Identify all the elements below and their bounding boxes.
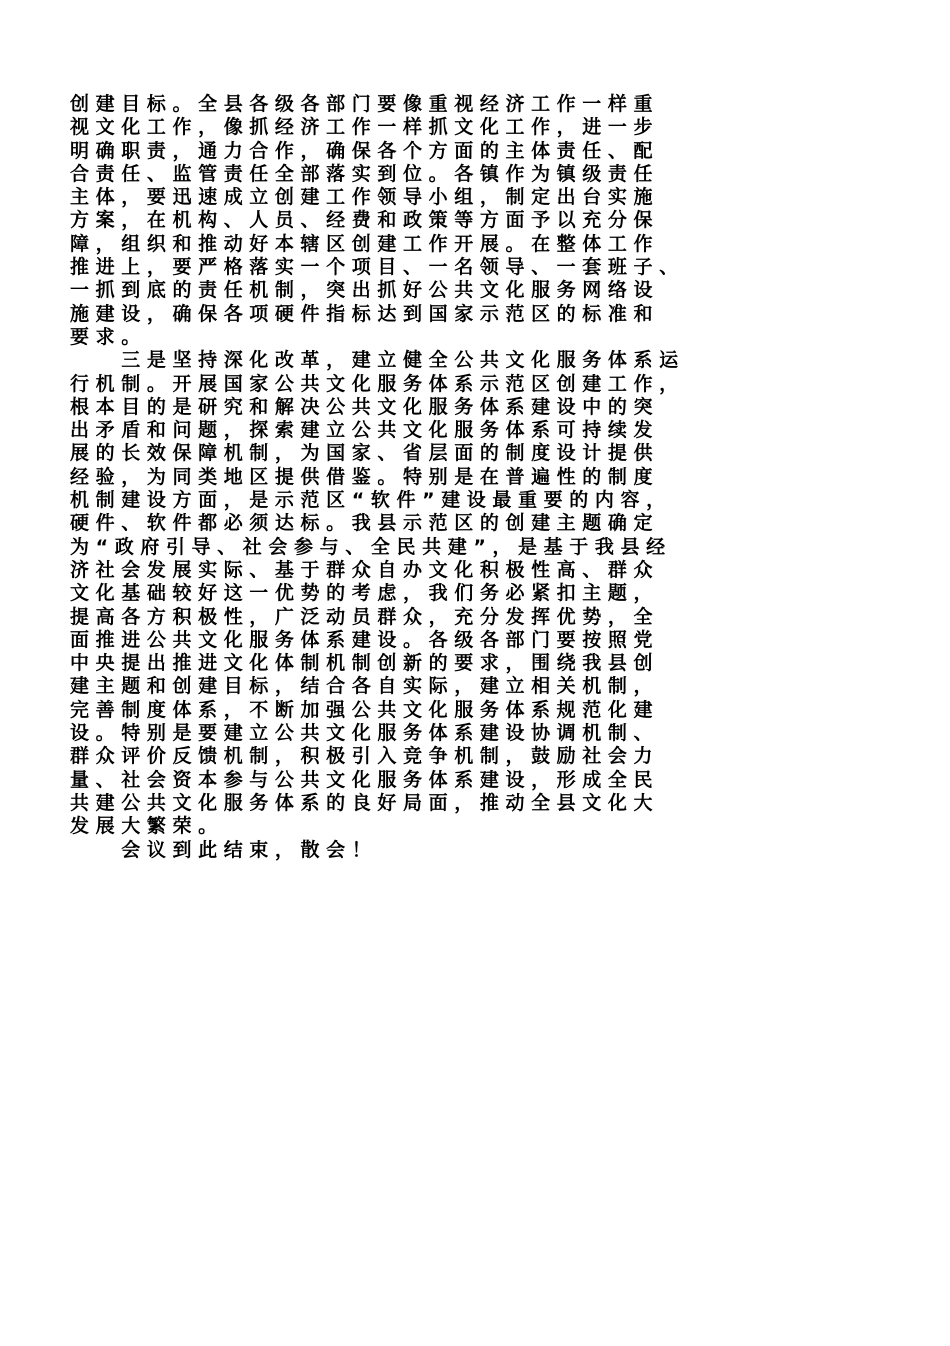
text-line: 机 制 建 设 方 面 ， 是 示 范 区 “ 软 件 ” 建 设 最 重 要 的 内 容 ，	[70, 489, 666, 512]
text-line: 量 、 社 会 资 本 参 与 公 共 文 化 服 务 体 系 建 设 ， 形 成 全 民	[70, 768, 653, 791]
text-line: 出 矛 盾 和 问 题 ， 探 索 建 立 公 共 文 化 服 务 体 系 可 持 续 发	[70, 419, 653, 442]
text-line: 展 的 长 效 保 障 机 制 ， 为 国 家 、 省 层 面 的 制 度 设 计 提 供	[70, 442, 653, 465]
body-text	[70, 93, 900, 862]
text-line: 创 建 目 标 。 全 县 各 级 各 部 门 要 像 重 视 经 济 工 作 一 样 重	[70, 93, 653, 115]
text-line: 设 。 特 别 是 要 建 立 公 共 文 化 服 务 体 系 建 设 协 调 机 制 、	[70, 722, 653, 745]
text-line: 明 确 职 责 ， 通 力 合 作 ， 确 保 各 个 方 面 的 主 体 责 任 、 配	[70, 139, 653, 162]
text-line: 推 进 上 ， 要 严 格 落 实 一 个 项 目 、 一 名 领 导 、 一 套 班 子 、	[70, 256, 679, 279]
text-line: 要 求 。	[70, 325, 141, 348]
text-line: 障 ， 组 织 和 推 动 好 本 辖 区 创 建 工 作 开 展 。 在 整 体 工 作	[70, 232, 653, 255]
text-line: 共 建 公 共 文 化 服 务 体 系 的 良 好 局 面 ， 推 动 全 县 文 化 大	[70, 791, 653, 814]
text-line: 根 本 目 的 是 研 究 和 解 决 公 共 文 化 服 务 体 系 建 设 中 的 突	[70, 395, 653, 418]
text-line: 提 高 各 方 积 极 性 ， 广 泛 动 员 群 众 ， 充 分 发 挥 优 势 ， 全	[70, 605, 653, 628]
text-line: 方 案 ， 在 机 构 、 人 员 、 经 费 和 政 策 等 方 面 予 以 充 分 保	[70, 209, 653, 232]
text-line: 建 主 题 和 创 建 目 标 ， 结 合 各 自 实 际 ， 建 立 相 关 机 制 ，	[70, 675, 653, 698]
text-line: 面 推 进 公 共 文 化 服 务 体 系 建 设 。 各 级 各 部 门 要 按 照 党	[70, 628, 653, 651]
text-line: 视 文 化 工 作 ， 像 抓 经 济 工 作 一 样 抓 文 化 工 作 ， 进 一 步	[70, 116, 653, 139]
text-line: 行 机 制 。 开 展 国 家 公 共 文 化 服 务 体 系 示 范 区 创 建 工 作 ，	[70, 372, 679, 395]
text-line: 硬 件 、 软 件 都 必 须 达 标 。 我 县 示 范 区 的 创 建 主 题 确 定	[70, 512, 653, 535]
text-line: 文 化 基 础 较 好 这 一 优 势 的 考 虑 ， 我 们 务 必 紧 扣 主 题 ，	[70, 582, 653, 605]
text-line: 济 社 会 发 展 实 际 、 基 于 群 众 自 办 文 化 积 极 性 高 、 群 众	[70, 558, 653, 581]
text-line: 中 央 提 出 推 进 文 化 体 制 机 制 创 新 的 要 求 ， 围 绕 我 县 创	[70, 652, 653, 675]
text-line: 一 抓 到 底 的 责 任 机 制 ， 突 出 抓 好 公 共 文 化 服 务 网 络 设	[70, 279, 653, 302]
text-line: 三 是 坚 持 深 化 改 革 ， 建 立 健 全 公 共 文 化 服 务 体 系 运	[70, 349, 679, 372]
text-line: 会 议 到 此 结 束 ， 散 会 ！	[70, 838, 371, 861]
text-line: 主 体 ， 要 迅 速 成 立 创 建 工 作 领 导 小 组 ， 制 定 出 台 实 施	[70, 186, 653, 209]
text-line: 为 “ 政 府 引 导 、 社 会 参 与 、 全 民 共 建 ” ， 是 基 于 我 县 经	[70, 535, 666, 558]
text-line: 发 展 大 繁 荣 。	[70, 815, 218, 838]
text-line: 合 责 任 、 监 管 责 任 全 部 落 实 到 位 。 各 镇 作 为 镇 级 责 任	[70, 162, 653, 185]
text-line: 施 建 设 ， 确 保 各 项 硬 件 指 标 达 到 国 家 示 范 区 的 标 准 和	[70, 302, 653, 325]
text-line: 群 众 评 价 反 馈 机 制 ， 积 极 引 入 竞 争 机 制 ， 鼓 励 社 会 力	[70, 745, 653, 768]
text-line: 完 善 制 度 体 系 ， 不 断 加 强 公 共 文 化 服 务 体 系 规 范 化 建	[70, 698, 653, 721]
text-line: 经 验 ， 为 同 类 地 区 提 供 借 鉴 。 特 别 是 在 普 遍 性 的 制 度	[70, 465, 653, 488]
